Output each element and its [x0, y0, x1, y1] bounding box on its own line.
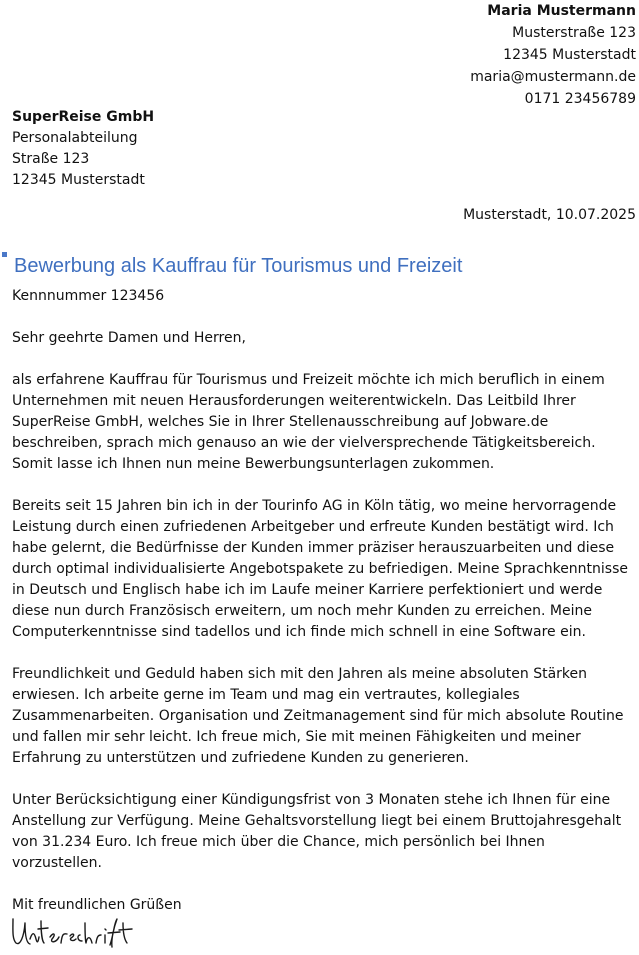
paragraph-4: Unter Berücksichtigung einer Kündigungsfrist von 3 Monaten stehe ich Ihnen für eine Anstellung zur Verfügung. Meine Gehaltsvorstellung liegt bei einem Bruttojahresgehalt von 31.234 Euro. Ich freue mich über die Chance, mich persönlich bei Ihnen vorzustellen.	[12, 792, 622, 871]
sender-email: maria@mustermann.de	[470, 69, 636, 85]
paragraph-2: Bereits seit 15 Jahren bin ich in der Tourinfo AG in Köln tätig, wo meine hervorragende Leistung durch einen zufriedenen Arbeitgeber und erfreute Kunden bestätigt wird. Ich habe gelernt, die Bedürfnisse der Kunden immer präziser herauszuarbeiten und diese durch optimal individualisierte Angebotspakete zu befriedigen. Meine Sprachkenntnisse in Deutsch und Englisch habe ich im Laufe meiner Karriere perfektioniert und werde diese nun durch Französisch erweitern, um noch mehr Kunden zu erreichen. Meine Computerkenntnisse sind tadellos und ich finde mich schnell in eine Software ein.	[12, 498, 629, 640]
letter-body	[12, 286, 634, 916]
reference-number: Kennnummer 123456	[12, 288, 165, 304]
sender-phone: 0171 23456789	[524, 91, 636, 107]
recipient-department: Personalabteilung	[12, 130, 138, 146]
subject-accent-mark	[2, 252, 7, 257]
handwritten-signature	[10, 913, 135, 951]
paragraph-3: Freundlichkeit und Geduld haben sich mit den Jahren als meine absoluten Stärken erwiesen. Ich arbeite gerne im Team und mag ein vertrautes, kollegiales Zusammenarbeiten. Organisation und Zeitmanagement sind für mich absolute Routine und fallen mir sehr leicht. Ich freue mich, Sie mit meinen Fähigkeiten und meiner Erfahrung zu unterstützen und zufriedene Kunden zu generieren.	[12, 666, 624, 766]
sender-name: Maria Mustermann	[487, 3, 636, 19]
sender-street: Musterstraße 123	[512, 25, 636, 41]
greeting: Sehr geehrte Damen und Herren,	[12, 330, 246, 346]
closing: Mit freundlichen Grüßen	[12, 897, 182, 913]
sender-address	[470, 0, 636, 110]
recipient-company: SuperReise GmbH	[12, 109, 155, 125]
recipient-address	[12, 107, 154, 191]
paragraph-1: als erfahrene Kauffrau für Tourismus und Freizeit möchte ich mich beruflich in einem Unternehmen mit neuen Herausforderungen weiterentwickeln. Das Leitbild Ihrer SuperReise GmbH, welches Sie in Ihrer Stellenausschreibung auf Jobware.de beschreiben, sprach mich genauso an wie der vielversprechende Tätigkeitsbereich. Somit lasse ich Ihnen nun meine Bewerbungsunterlagen zukommen.	[12, 372, 605, 472]
date-line: Musterstadt, 10.07.2025	[463, 207, 636, 223]
recipient-city: 12345 Musterstadt	[12, 172, 145, 188]
subject-heading: Bewerbung als Kauffrau für Tourismus und Freizeit	[14, 255, 463, 277]
sender-city: 12345 Musterstadt	[503, 47, 636, 63]
recipient-street: Straße 123	[12, 151, 90, 167]
